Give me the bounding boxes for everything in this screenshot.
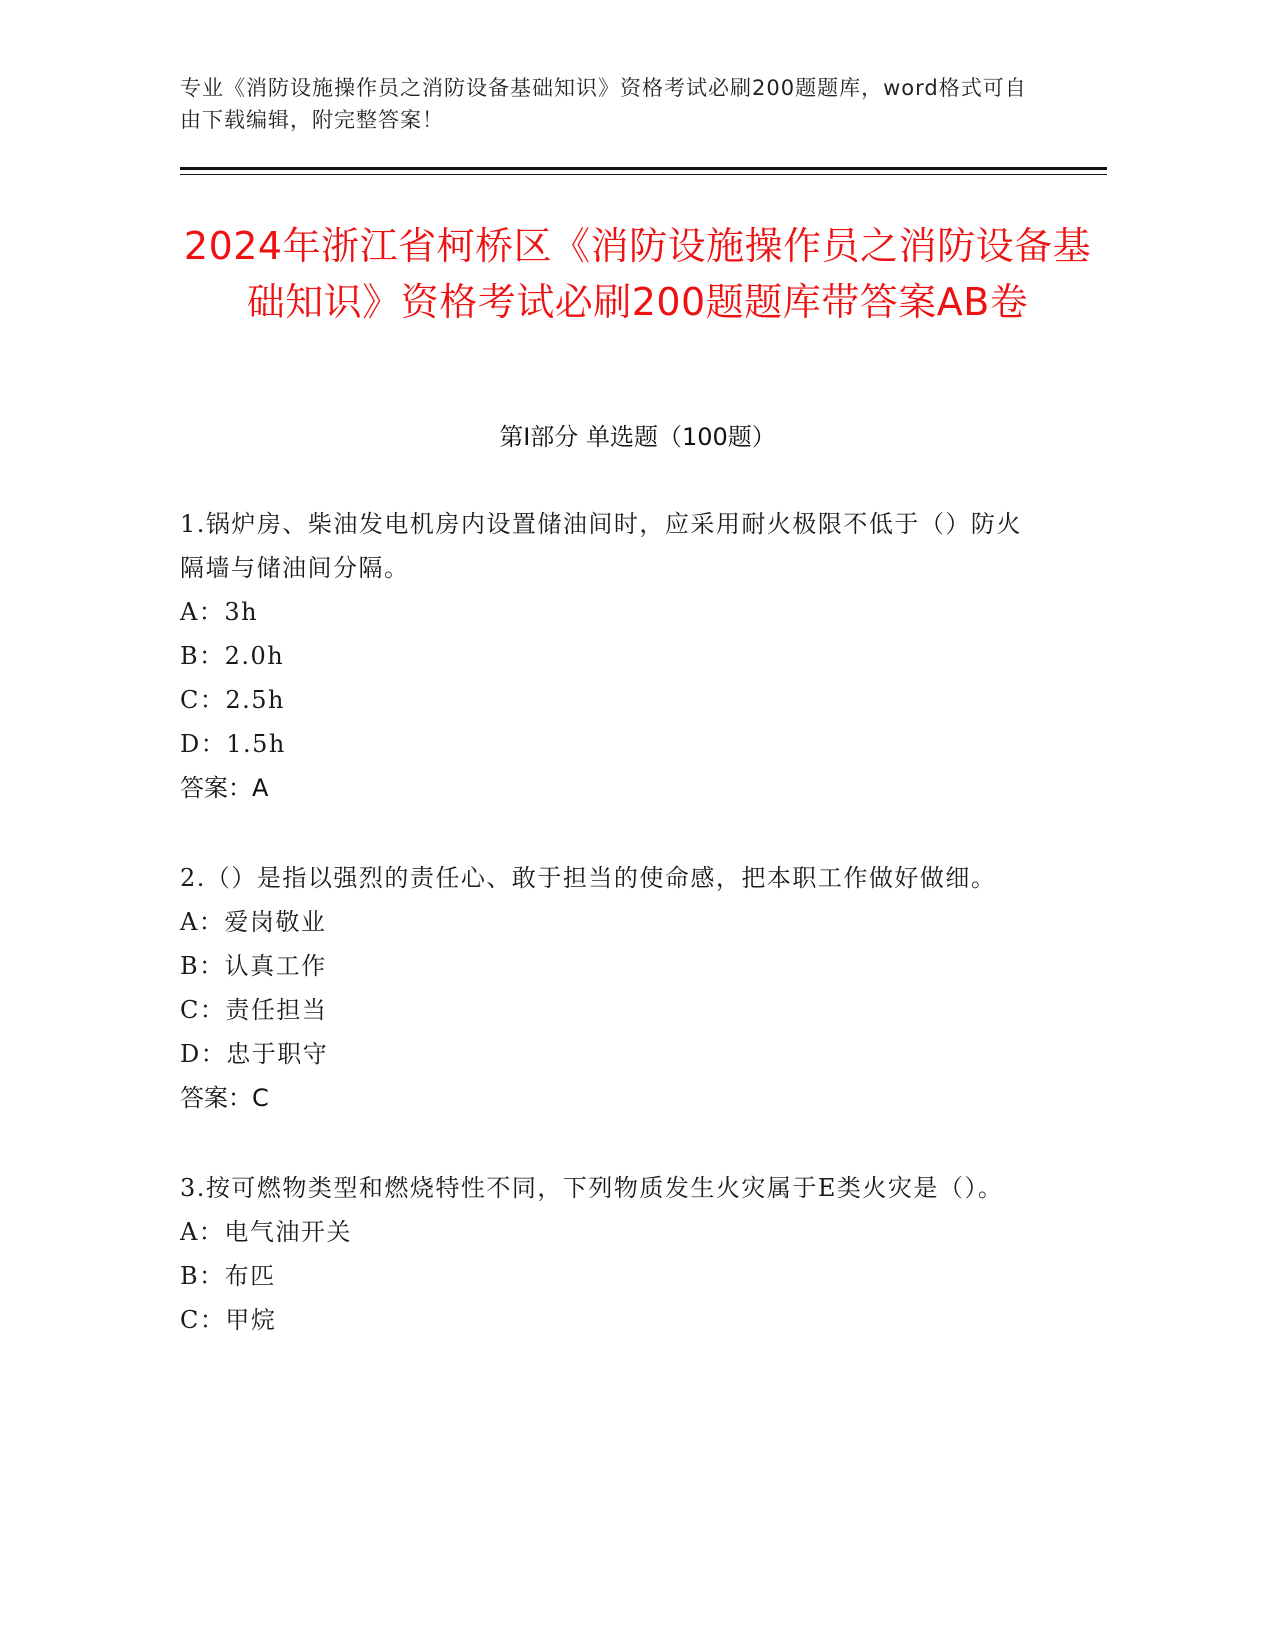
question-answer: 答案：A: [180, 774, 269, 802]
question-3: [180, 1166, 1030, 1342]
intro-text: 专业《消防设施操作员之消防设备基础知识》资格考试必刷200题题库，word格式可自由下载编辑，附完整答案！: [180, 76, 1027, 132]
question-option-b: B：2.0h: [180, 642, 285, 670]
question-1: [180, 502, 1030, 810]
question-stem: 3.按可燃物类型和燃烧特性不同，下列物质发生火灾属于E类火灾是（）。: [180, 1174, 1004, 1202]
question-list: [180, 502, 1030, 1388]
question-option-d: D：1.5h: [180, 730, 286, 758]
question-option-a: A：电气油开关: [180, 1218, 352, 1246]
document-title: 2024年浙江省柯桥区《消防设施操作员之消防设备基础知识》资格考试必刷200题题库带答案AB卷: [183, 224, 1092, 324]
question-option-c: C：责任担当: [180, 996, 328, 1024]
question-stem: 1.锅炉房、柴油发电机房内设置储油间时，应采用耐火极限不低于（）防火隔墙与储油间分隔。: [180, 510, 1022, 582]
header-divider-thick: [180, 167, 1107, 170]
question-option-c: C：甲烷: [180, 1306, 277, 1334]
question-option-a: A：3h: [180, 598, 259, 626]
question-option-b: B：认真工作: [180, 952, 327, 980]
question-stem: 2.（）是指以强烈的责任心、敢于担当的使命感，把本职工作做好做细。: [180, 864, 997, 892]
question-option-a: A：爱岗敬业: [180, 908, 327, 936]
question-option-c: C：2.5h: [180, 686, 285, 714]
header-divider-thin: [180, 174, 1107, 175]
section-heading: 第I部分 单选题（100题）: [499, 423, 776, 451]
question-option-d: D：忠于职守: [180, 1040, 329, 1068]
question-2: [180, 856, 1030, 1120]
question-option-b: B：布匹: [180, 1262, 276, 1290]
question-answer: 答案：C: [180, 1084, 269, 1112]
